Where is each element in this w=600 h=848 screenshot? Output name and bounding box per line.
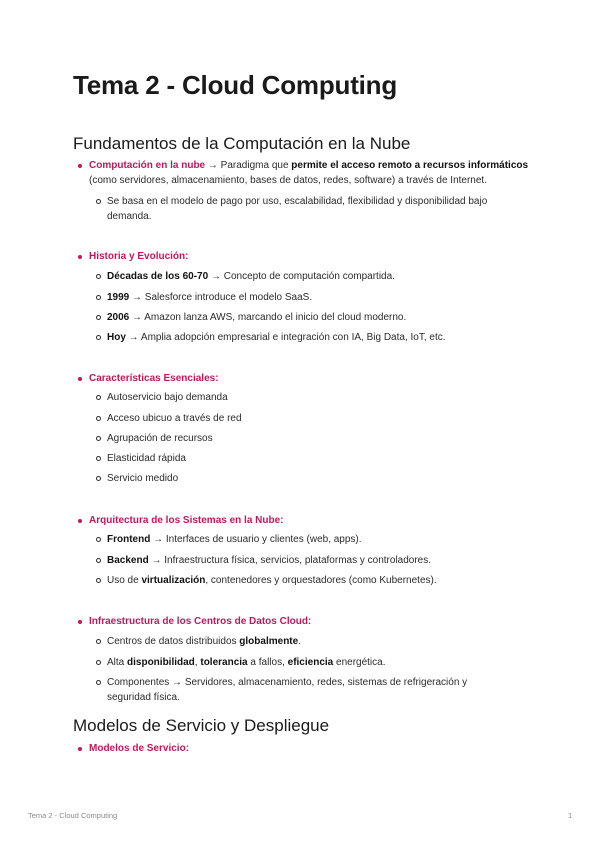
bold-text: tolerancia [200,657,248,668]
term-caracteristicas: Características Esenciales: [89,373,219,384]
sub-item [107,532,507,547]
text-segment: → Amazon lanza AWS, marcando el inicio del cloud moderno. [129,312,407,323]
sub-item [107,310,507,325]
sub-item [107,330,507,345]
list-item-computacion [89,158,549,188]
section-heading-modelos: Modelos de Servicio y Despliegue [73,716,330,735]
list-item-caracteristicas [89,371,549,386]
text-segment: . [298,636,301,647]
text-segment: Uso de [107,575,142,586]
text-segment: → Paradigma que [205,160,292,171]
text-segment: a fallos, [247,657,288,668]
sub-item: Se basa en el modelo de pago por uso, escalabilidad, flexibilidad y disponibilidad bajo demanda. [107,194,507,224]
bold-text: Backend [107,555,149,566]
term-historia: Historia y Evolución: [89,251,189,262]
term-modelos: Modelos de Servicio: [89,743,190,754]
term-computacion: Computación en la nube [89,160,206,171]
text-segment: → Concepto de computación compartida. [208,271,395,282]
text-segment: Alta [107,657,128,668]
bold-text: 1999 [107,292,130,303]
sub-item [107,634,507,649]
sub-item [107,553,507,568]
list-item-modelos [89,741,549,756]
text-segment: → Salesforce introduce el modelo SaaS. [129,292,313,303]
term-arquitectura: Arquitectura de los Sistemas en la Nube: [89,515,284,526]
sub-item: Agrupación de recursos [107,431,507,446]
sub-item: Autoservicio bajo demanda [107,390,507,405]
text-segment: , [194,657,201,668]
footer-title: Tema 2 - Cloud Computing [28,811,118,820]
text-segment: → Interfaces de usuario y clientes (web, apps). [150,534,362,545]
bold-text: permite el acceso remoto a recursos informáticos [291,160,529,171]
sub-item: Servicio medido [107,471,507,486]
term-infraestructura: Infraestructura de los Centros de Datos Cloud: [89,616,312,627]
list-item-historia [89,249,549,264]
text-segment: , contenedores y orquestadores (como Kubernetes). [205,575,437,586]
text-segment: Centros de datos distribuidos [107,636,240,647]
list-item-arquitectura [89,513,549,528]
page-number: 1 [568,811,573,820]
sub-item [107,269,507,284]
bold-text: Frontend [107,534,151,545]
sub-item: Acceso ubicuo a través de red [107,411,507,426]
text-segment: energética. [333,657,386,668]
sub-item [107,655,507,670]
text-segment: → Infraestructura física, servicios, plataformas y controladores. [148,555,432,566]
list-item-infraestructura [89,614,549,629]
sub-item [107,290,507,305]
bold-text: Hoy [107,332,126,343]
section-heading-fundamentos: Fundamentos de la Computación en la Nube [73,134,411,153]
bold-text: 2006 [107,312,130,323]
text-segment: (como servidores, almacenamiento, bases de datos, redes, software) a través de Internet. [89,175,487,186]
bold-text: Décadas de los 60-70 [107,271,209,282]
bold-text: eficiencia [287,657,334,668]
sub-item: Elasticidad rápida [107,451,507,466]
page-title: Tema 2 - Cloud Computing [73,70,398,100]
sub-item [107,573,507,588]
bold-text: disponibilidad [127,657,195,668]
bold-text: globalmente [239,636,299,647]
bold-text: virtualización [141,575,206,586]
text-segment: → Amplia adopción empresarial e integración con IA, Big Data, IoT, etc. [125,332,446,343]
sub-item: Componentes → Servidores, almacenamiento, redes, sistemas de refrigeración y seguridad física. [107,675,507,705]
